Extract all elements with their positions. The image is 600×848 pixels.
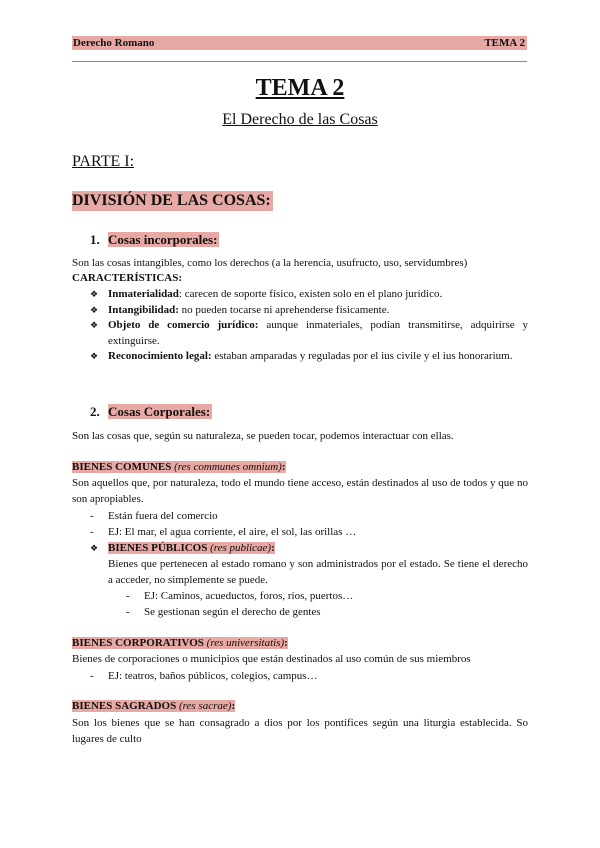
section-corporales-heading bbox=[90, 403, 212, 420]
dash-marker: - bbox=[90, 670, 94, 682]
comunes-heading bbox=[72, 460, 528, 476]
item-text: EJ: teatros, baños públicos, colegios, campus… bbox=[108, 670, 318, 682]
caracteristicas-list bbox=[72, 287, 528, 365]
list-item bbox=[72, 668, 528, 684]
heading-colon: : bbox=[281, 461, 286, 473]
page-header bbox=[72, 36, 527, 50]
incorporales-intro: Son las cosas intangibles, como los derechos (a la herencia, usufructo, uso, servidumbres) bbox=[72, 257, 468, 269]
publicos-title: BIENES PÚBLICOS bbox=[108, 542, 208, 554]
item-term: Intangibilidad: bbox=[108, 303, 179, 316]
dash-marker: - bbox=[90, 526, 94, 538]
item-text: Se gestionan según el derecho de gentes bbox=[144, 606, 321, 618]
corporativos-list bbox=[72, 668, 528, 684]
corporativos-latin: (res universitatis) bbox=[206, 637, 285, 649]
diamond-bullet-icon: ❖ bbox=[90, 320, 99, 330]
item-text: EJ: Caminos, acueductos, foros, ríos, puertos… bbox=[144, 590, 354, 602]
part-heading: PARTE I: bbox=[72, 153, 135, 170]
publicos-heading bbox=[72, 541, 528, 557]
sagrados-latin: (res sacrae) bbox=[178, 700, 232, 712]
header-course: Derecho Romano bbox=[73, 37, 155, 49]
dash-marker: - bbox=[126, 606, 130, 618]
list-item bbox=[72, 604, 528, 620]
list-item bbox=[72, 541, 528, 557]
page-subtitle: El Derecho de las Cosas bbox=[222, 111, 378, 128]
dash-marker: - bbox=[90, 510, 94, 522]
list-item bbox=[72, 524, 528, 540]
item-text: no pueden tocarse ni aprehenderse físicamente. bbox=[178, 303, 390, 316]
corporativos-title: BIENES CORPORATIVOS bbox=[72, 637, 204, 649]
publicos-list bbox=[72, 588, 528, 620]
item-term: Objeto de comercio jurídico: bbox=[108, 319, 259, 331]
comunes-list bbox=[72, 508, 528, 540]
list-item bbox=[72, 588, 528, 604]
comunes-latin: (res communes omnium) bbox=[174, 461, 282, 473]
item-term: Inmaterialidad bbox=[108, 288, 179, 300]
comunes-title: BIENES COMUNES bbox=[72, 461, 172, 473]
list-item bbox=[72, 349, 528, 365]
heading-colon: : bbox=[284, 637, 288, 649]
publicos-latin: (res publicae) bbox=[210, 542, 272, 554]
sagrados-title: BIENES SAGRADOS bbox=[72, 700, 177, 712]
header-topic: TEMA 2 bbox=[484, 37, 525, 49]
list-item bbox=[72, 508, 528, 524]
item-term: Reconocimiento legal: bbox=[108, 350, 212, 362]
corporales-intro: Son las cosas que, según su naturaleza, se pueden tocar, podemos interactuar con ellas. bbox=[72, 430, 454, 442]
publicos-description: Bienes que pertenecen al estado romano y son administrados por el estado. Se tiene el derecho a acceder, no simplemente se puede. bbox=[108, 558, 528, 586]
item-text: EJ: El mar, el agua corriente, el aire, el sol, las orillas … bbox=[108, 526, 357, 538]
item-text: Están fuera del comercio bbox=[108, 510, 218, 522]
item-text: aunque inmateriales, podían transmitirse, adquirirse y extinguirse. bbox=[108, 319, 529, 347]
list-item bbox=[72, 318, 528, 349]
diamond-bullet-icon: ❖ bbox=[90, 304, 99, 315]
section-number: 1. bbox=[90, 232, 100, 247]
diamond-bullet-icon: ❖ bbox=[90, 351, 99, 361]
dash-marker: - bbox=[126, 590, 130, 602]
sagrados-heading bbox=[72, 699, 528, 715]
section-incorporales-heading bbox=[90, 231, 219, 248]
page-title: TEMA 2 bbox=[255, 75, 345, 101]
item-text: : carecen de soporte físico, existen solo en el plano jurídico. bbox=[178, 288, 443, 300]
corporativos-description: Bienes de corporaciones o municipios que están destinados al uso común de sus miembros bbox=[72, 653, 471, 665]
section-label: Cosas incorporales: bbox=[108, 232, 218, 247]
division-heading: DIVISIÓN DE LAS COSAS: bbox=[72, 192, 271, 209]
sagrados-description: Son los bienes que se han consagrado a dios por los pontífices según una liturgia establecida. So lugares de culto bbox=[72, 717, 528, 745]
caracteristicas-heading: CARACTERÍSTICAS: bbox=[72, 272, 183, 284]
header-rule bbox=[72, 61, 527, 62]
heading-colon: : bbox=[231, 700, 236, 712]
list-item bbox=[72, 303, 528, 319]
section-number: 2. bbox=[90, 404, 100, 419]
list-item bbox=[72, 287, 528, 303]
diamond-bullet-icon: ❖ bbox=[90, 543, 99, 553]
section-label: Cosas Corporales: bbox=[108, 404, 211, 419]
heading-colon: : bbox=[271, 542, 275, 554]
diamond-bullet-icon: ❖ bbox=[90, 289, 99, 299]
comunes-description: Son aquellos que, por naturaleza, todo el mundo tiene acceso, están destinados al uso de todos y que no son apropiables. bbox=[72, 477, 528, 505]
item-text: estaban amparadas y reguladas por el ius civile y el ius honorarium. bbox=[211, 350, 513, 362]
corporativos-heading bbox=[72, 636, 528, 652]
